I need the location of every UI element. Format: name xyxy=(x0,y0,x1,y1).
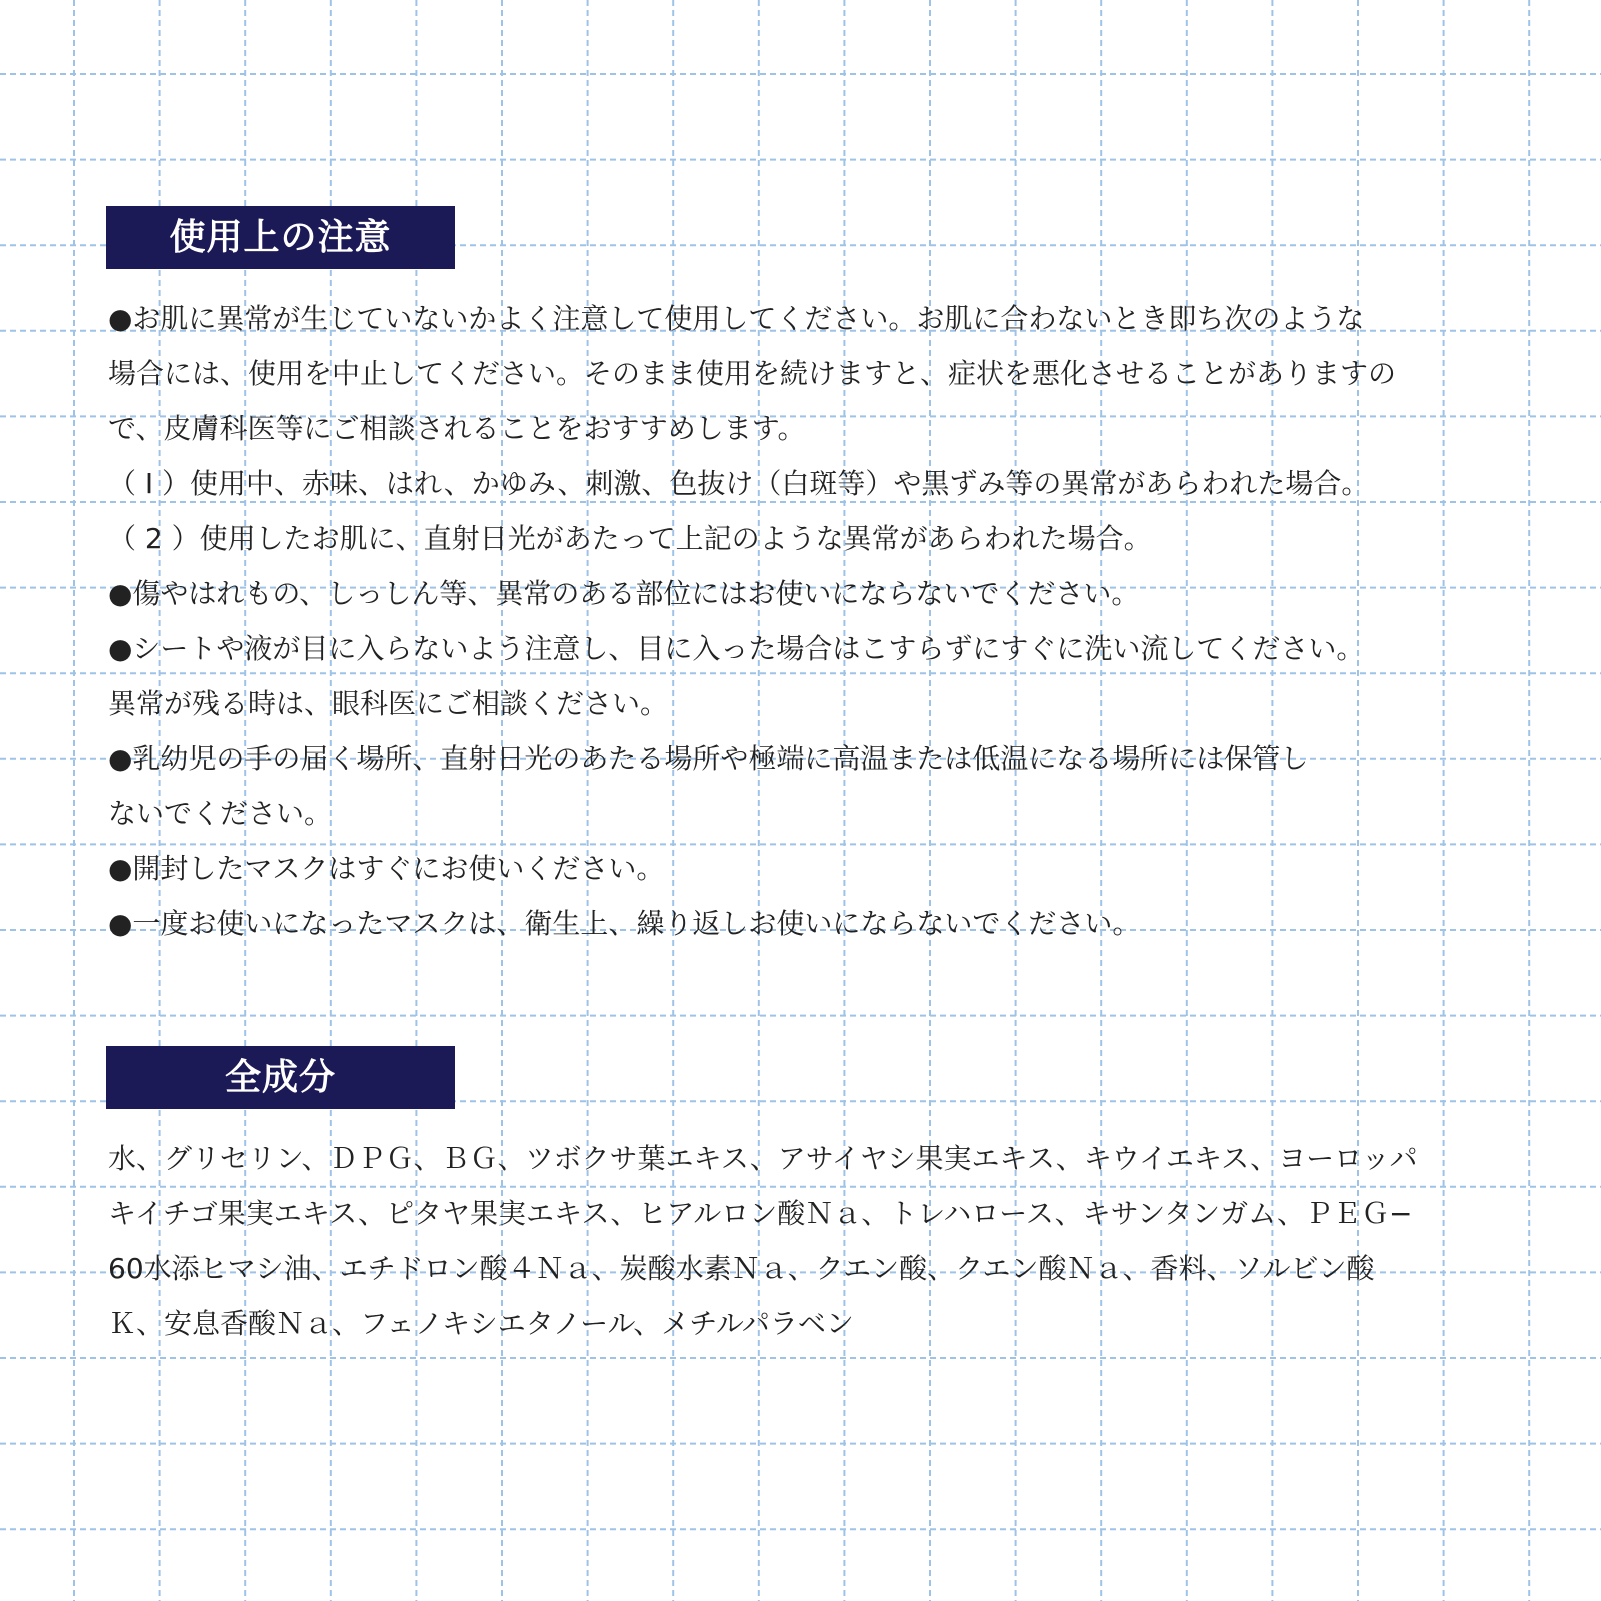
cautions-line: で、皮膚科医等にご相談されることをおすすめします。 xyxy=(108,412,806,445)
cautions-line: 場合には、使用を中止してください。そのまま使用を続けますと、症状を悪化させることがありますの xyxy=(108,357,1397,390)
cautions-line: ●一度お使いになったマスクは、衛生上、繰り返しお使いにならないでください。 xyxy=(108,907,1141,940)
ingredients-line: キイチゴ果実エキス、ピタヤ果実エキス、ヒアルロン酸Ｎａ、トレハロース、キサンタンガム、ＰＥＧ− xyxy=(108,1197,1413,1230)
cautions-line: ●開封したマスクはすぐにお使いください。 xyxy=(108,852,665,885)
cautions-line: （ I ）使用中、赤味、はれ、かゆみ、刺激、色抜け（白斑等）や黒ずみ等の異常があらわれた場合。 xyxy=(108,467,1370,500)
cautions-line: ●お肌に異常が生じていないかよく注意して使用してください。お肌に合わないとき即ち次のような xyxy=(108,302,1365,335)
ingredients-line: Ｋ、安息香酸Ｎａ、フェノキシエタノール、メチルパラベン xyxy=(108,1307,854,1340)
cautions-section-title: 使用上の注意 xyxy=(106,206,455,269)
cautions-line: ないでください。 xyxy=(108,797,333,830)
cautions-line: （ 2 ）使用したお肌に、直射日光があたって上記のような異常があらわれた場合。 xyxy=(108,522,1152,555)
cautions-line: 異常が残る時は、眼科医にご相談ください。 xyxy=(108,687,669,720)
cautions-line: ●シートや液が目に入らないよう注意し、目に入った場合はこすらずにすぐに洗い流してください。 xyxy=(108,632,1365,665)
ingredients-line: 60水添ヒマシ油、エチドロン酸４Ｎａ、炭酸水素Ｎａ、クエン酸、クエン酸Ｎａ、香料、ソルビン酸 xyxy=(108,1252,1375,1285)
cautions-text-block xyxy=(108,291,1508,951)
cautions-line: ●傷やはれもの、しっしん等、異常のある部位にはお使いにならないでください。 xyxy=(108,577,1140,610)
ingredients-line: 水、グリセリン、ＤＰＧ、ＢＧ、ツボクサ葉エキス、アサイヤシ果実エキス、キウイエキス、ヨーロッパ xyxy=(108,1142,1418,1175)
ingredients-text-block xyxy=(108,1131,1508,1351)
cautions-line: ●乳幼児の手の届く場所、直射日光のあたる場所や極端に高温または低温になる場所には保管し xyxy=(108,742,1309,775)
ingredients-section-title: 全成分 xyxy=(106,1046,455,1109)
